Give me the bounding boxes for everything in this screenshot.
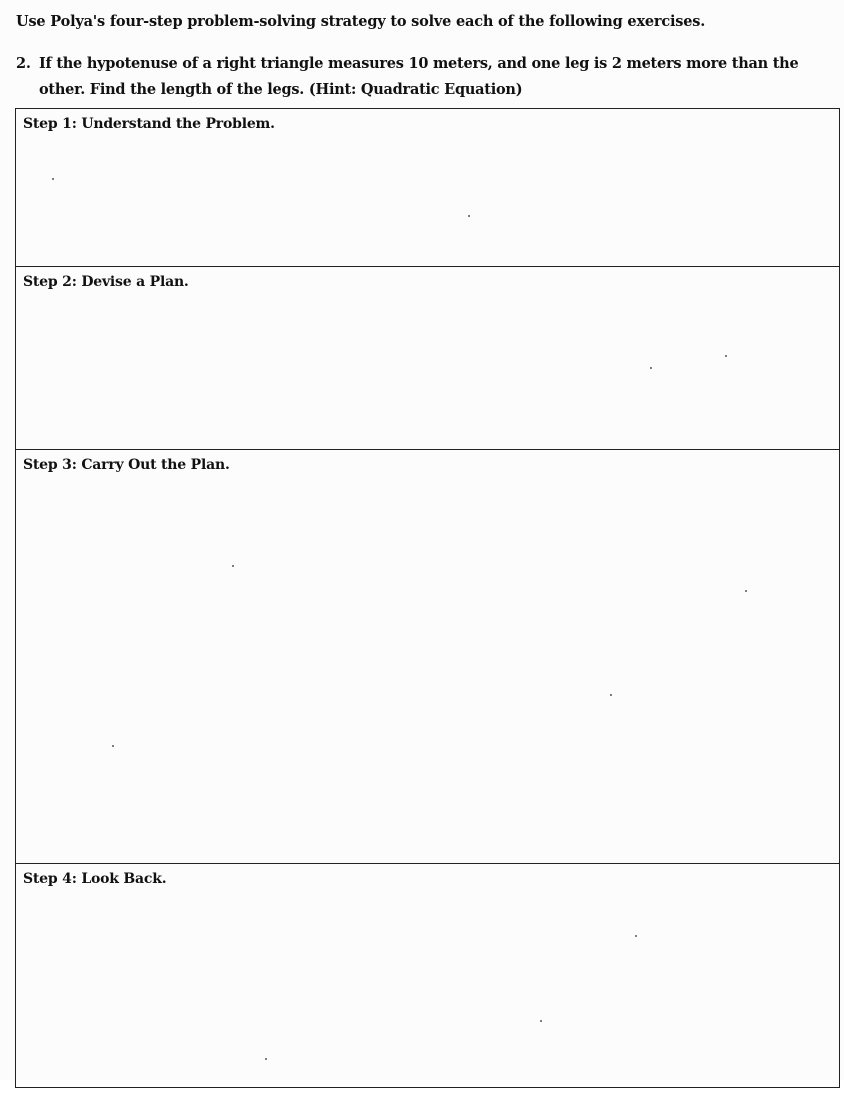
step-3-label: Step 3: Carry Out the Plan. [23, 457, 230, 473]
scan-speck [52, 178, 54, 180]
step-4-box [16, 864, 839, 1094]
scan-speck [650, 367, 652, 369]
step-4-label: Step 4: Look Back. [23, 871, 167, 887]
scan-speck [635, 935, 637, 937]
step-1-box [16, 109, 839, 267]
scan-speck [232, 565, 234, 567]
steps-table [15, 108, 840, 1088]
problem-number: 2. [16, 55, 31, 72]
scan-speck [745, 590, 747, 592]
step-2-box [16, 267, 839, 450]
step-4-answer-area[interactable] [16, 894, 839, 1094]
instructions-text: Use Polya's four-step problem-solving strategy to solve each of the following exercises. [16, 13, 706, 30]
step-3-answer-area[interactable] [16, 480, 839, 863]
scan-speck [265, 1058, 267, 1060]
scan-speck [610, 694, 612, 696]
scan-speck [540, 1020, 542, 1022]
scan-speck [725, 355, 727, 357]
step-1-answer-area[interactable] [16, 139, 839, 266]
scan-speck [112, 745, 114, 747]
step-2-label: Step 2: Devise a Plan. [23, 274, 189, 290]
scan-speck [468, 215, 470, 217]
step-3-box [16, 450, 839, 864]
step-2-answer-area[interactable] [16, 297, 839, 449]
step-1-label: Step 1: Understand the Problem. [23, 116, 275, 132]
problem-text-line-1: If the hypotenuse of a right triangle measures 10 meters, and one leg is 2 meters more than the [39, 55, 799, 72]
problem-text-line-2: other. Find the length of the legs. (Hint: Quadratic Equation) [39, 81, 523, 98]
